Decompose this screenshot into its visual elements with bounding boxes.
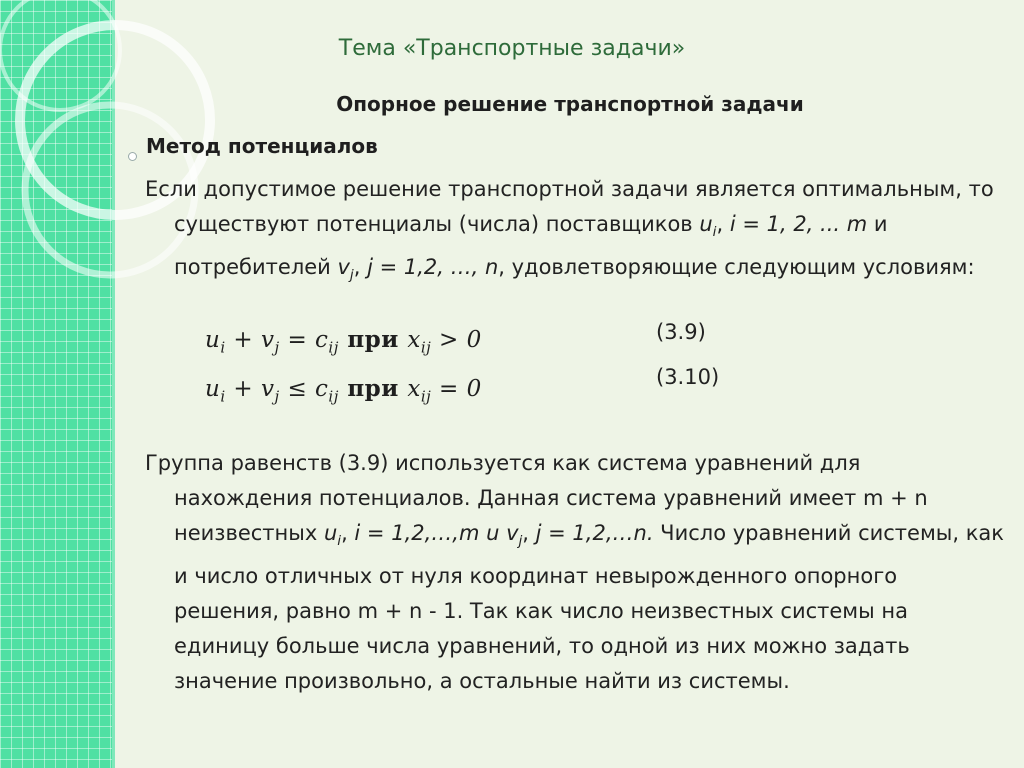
paragraph-explanation: Группа равенств (3.9) используется как система уравнений для нахождения потенциалов. Данная система уравнений имеет m + n неизвестных $u_i$, i = 1,2,…,m u $v_j$, j = 1,2,…n. Число уравнений системы, как и число отличных от нуля координат невырожденного опорного решения, равно m + n - 1. Так как число неизвестных системы на единицу больше числа уравнений, то одной из них можно задать значение произвольно, а остальные найти из системы. [145, 451, 1004, 694]
slide-subtitle: Опорное решение транспортной задачи [336, 92, 804, 116]
equation-number-3-9: (3.9) [656, 320, 706, 344]
formula-3-9: $u_i + v_j = c_{ij}$ при $x_{ij} > 0$ [205, 326, 482, 357]
method-heading: Метод потенциалов [146, 134, 378, 158]
formula-3-10: $u_i + v_j \le c_{ij}$ при $x_{ij} = 0$ [205, 375, 482, 406]
slide-title: Тема «Транспортные задачи» [338, 36, 686, 61]
bullet-circle-icon [128, 152, 137, 161]
equation-number-3-10: (3.10) [656, 365, 720, 389]
paragraph-definition: Если допустимое решение транспортной задачи является оптимальным, то существуют потенциалы (числа) поставщиков $u_i$, i = 1, 2, ... m и потребителей $v_j$, j = 1,2, …, n, удовлетворяющие следующим условиям: [145, 177, 994, 284]
